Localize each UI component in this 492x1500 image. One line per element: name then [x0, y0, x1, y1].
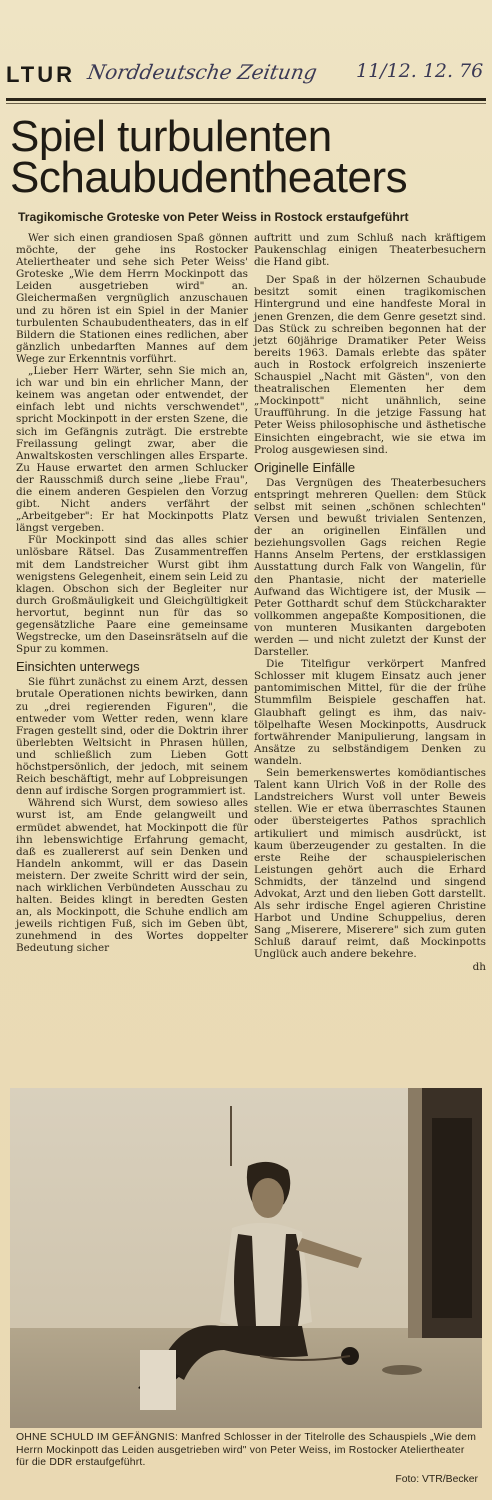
- section-tag: LTUR: [6, 62, 76, 87]
- photo-caption: OHNE SCHULD IM GEFÄNGNIS: Manfred Schlosser in der Titelrolle des Schauspiels „Wie dem Herrn Mockinpott das Leiden ausgetrieben wird" von Peter Weiss, im Rostocker Ateliertheater für die DDR erstaufgeführt.: [16, 1432, 477, 1468]
- header-rule-thin: [6, 103, 486, 104]
- title-line-1: Spiel turbulenten: [10, 112, 332, 161]
- paragraph: Sie führt zunächst zu einem Arzt, dessen brutale Operationen nichts bewirken, dann zu „drei regierenden Figuren", die entweder vom Wetter reden, wenn klare Fragen gestellt sind, oder die Doktrin ihrer überlebten Weltsicht in Phrasen hüllen, und schließlich zum Lieben Gott höchstpersönlich, der jedoch, mit seinem Reich beschäftigt, mehr auf Lobpreisungen denn auf irdische Sorgen programmiert ist.: [16, 676, 248, 798]
- paragraph: Während sich Wurst, dem sowieso alles wurst ist, am Ende gelangweilt und ermüdet abwendet, hat Mockinpott die für ihn lebenswichtige Erfahrung gemacht, daß es zuallererst auf sein Denken und Handeln ankommt, will er das Dasein meistern. Der zweite Schritt wird der sein, nach wirklichen Verbündeten Ausschau zu halten. Beides klingt in beredten Gesten an, als Mockinpott, die Schuhe endlich am jeweils richtigen Fuß, sich im Geben übt, zunehmend in des Wortes doppelter Bedeutung sicher: [16, 797, 248, 955]
- title-line-2: Schaubudentheaters: [10, 153, 408, 202]
- photo-credit: Foto: VTR/Becker: [395, 1474, 478, 1485]
- paragraph: Sein bemerkenswertes komödiantisches Talent kann Ulrich Voß in der Rolle des Landstreichers Wurst voll unter Beweis stellen. Wie er etwa überraschtes Staunen oder übersteigertes Pathos sprachlich artikuliert und mimisch ausdrückt, ist kaum überzeugender zu gestalten. In die erste Reihe der schauspielerischen Leistungen gehört auch die Erhard Schmidts, der tänzelnd und singend Advokat, Arzt und den lieben Gott darstellt. Als sehr irdische Engel agieren Christine Harbot und Undine Schuppelius, deren Sang „Miserere, Miserere" sich zum guten Schluß darauf reimt, daß Mockinpotts Unglück auch andere bekehre.: [254, 767, 486, 961]
- article-column-right: [254, 232, 486, 973]
- clipping-header: [0, 52, 492, 100]
- paragraph: Der Spaß in der hölzernen Schaubude besitzt somit einen tragikomischen Hintergrund und eine handfeste Moral in jenen Grenzen, die dem Genre gesetzt sind. Das Stück zu schreiben begonnen hat der jetzt 60jährige Dramatiker Peter Weiss bereits 1963. Damals erlebte das später auch in Rostock erfolgreich inszenierte Schauspiel „Nacht mit Gästen", von den theatralischen Elementen her dem „Mockinpott" nicht unähnlich, seine Uraufführung. In die jetzige Fassung hat Peter Weiss philosophische und ästhetische Einsichten eingebracht, wie sie etwa im Prolog ausgewiesen sind.: [254, 274, 486, 456]
- handwritten-source: Norddeutsche Zeitung: [85, 60, 319, 84]
- paragraph: Für Mockinpott sind das alles schier unlösbare Rätsel. Das Zusammentreffen mit dem Landstreicher Wurst gibt ihm wenigstens Gelegenheit, einem sein Leid zu klagen. Obschon sich der Begleiter nur durch Großmäuligkeit und Gleichgültigkeit hervortut, beginnt nun für das so gegensätzliche Paare eine gemeinsame Wegstrecke, um den Daseinsrätseln auf die Spur zu kommen.: [16, 534, 248, 656]
- author-initials: dh: [472, 960, 486, 973]
- paragraph: „Lieber Herr Wärter, sehn Sie mich an, ich war und bin ein ehrlicher Mann, der keinem was angetan oder entwendet, der einfach lebt und nichts verschwendet", spricht Mockinpott in der ersten Szene, die sich im Gefängnis zuträgt. Die erstrebte Freilassung gelingt zwar, aber die Anwaltskosten verschlingen alles Ersparte. Zu Hause erwartet den armen Schlucker der Rausschmiß durch seine „liebe Frau", die einem anderen Gespielen den Vorzug gibt. Nicht anders verfährt der „Arbeitgeber": Er hat Mockinpotts Platz längst vergeben.: [16, 365, 248, 535]
- paragraph: Das Vergnügen des Theaterbesuchers entspringt mehreren Quellen: dem Stück selbst mit seinen „schönen schlechten" Versen und bewußt trivialen Sentenzen, der an originellen Einfällen und beziehungsvollen Gags reichen Regie Hanns Anselm Pertens, der erstklassigen Ausstattung durch Falk von Wangelin, für den Phantasie, nicht der materielle Aufwand das Wichtigere ist, der Musik — Peter Gotthardt schuf dem Stückcharakter vollkommen angepaßte Kompositionen, die von munteren Musikanten dargeboten werden — und nicht zuletzt der Kunst der Darsteller.: [254, 476, 486, 659]
- handwritten-date: 11/12. 12. 76: [356, 60, 484, 82]
- stage-photo-image: [10, 1088, 482, 1428]
- section-heading: Einsichten unterwegs: [16, 659, 140, 675]
- section-heading: Originelle Einfälle: [254, 459, 356, 475]
- article-subtitle: Tragikomische Groteske von Peter Weiss in Rostock erstaufgeführt: [18, 210, 409, 224]
- paragraph: auftritt und zum Schluß nach kräftigem Paukenschlag einigen Theaterbesuchern die Hand gibt.: [254, 232, 486, 269]
- paragraph: Die Titelfigur verkörpert Manfred Schlosser mit klugem Einsatz auch jener pantomimischen Mittel, für die der frühe Stummfilm Beispiele geschaffen hat. Glaubhaft gelingt es ihm, das naiv-tölpelhafte Wesen Mockinpotts, Ausdruck fortwährender Manipulierung, langsam in Ansätze zu selbständigem Denken zu wandeln.: [254, 658, 486, 767]
- article-title: [10, 112, 480, 202]
- header-rule: [6, 98, 486, 101]
- stage-photo: [10, 1088, 482, 1428]
- article-column-left: [16, 232, 248, 955]
- paragraph: Wer sich einen grandiosen Spaß gönnen möchte, der gehe ins Rostocker Ateliertheater und sehe sich Peter Weiss' Groteske „Wie dem Herrn Mockinpott das Leiden ausgetrieben wird" an. Gleichermaßen vergnüglich anzuschauen und zu hören ist ein Spiel in der Manier turbulenten Schaubudentheaters, das in elf Bildern die Stationen eines redlichen, aber gänzlich unbedarften Mannes auf dem Wege zur Erkenntnis vorführt.: [16, 232, 248, 365]
